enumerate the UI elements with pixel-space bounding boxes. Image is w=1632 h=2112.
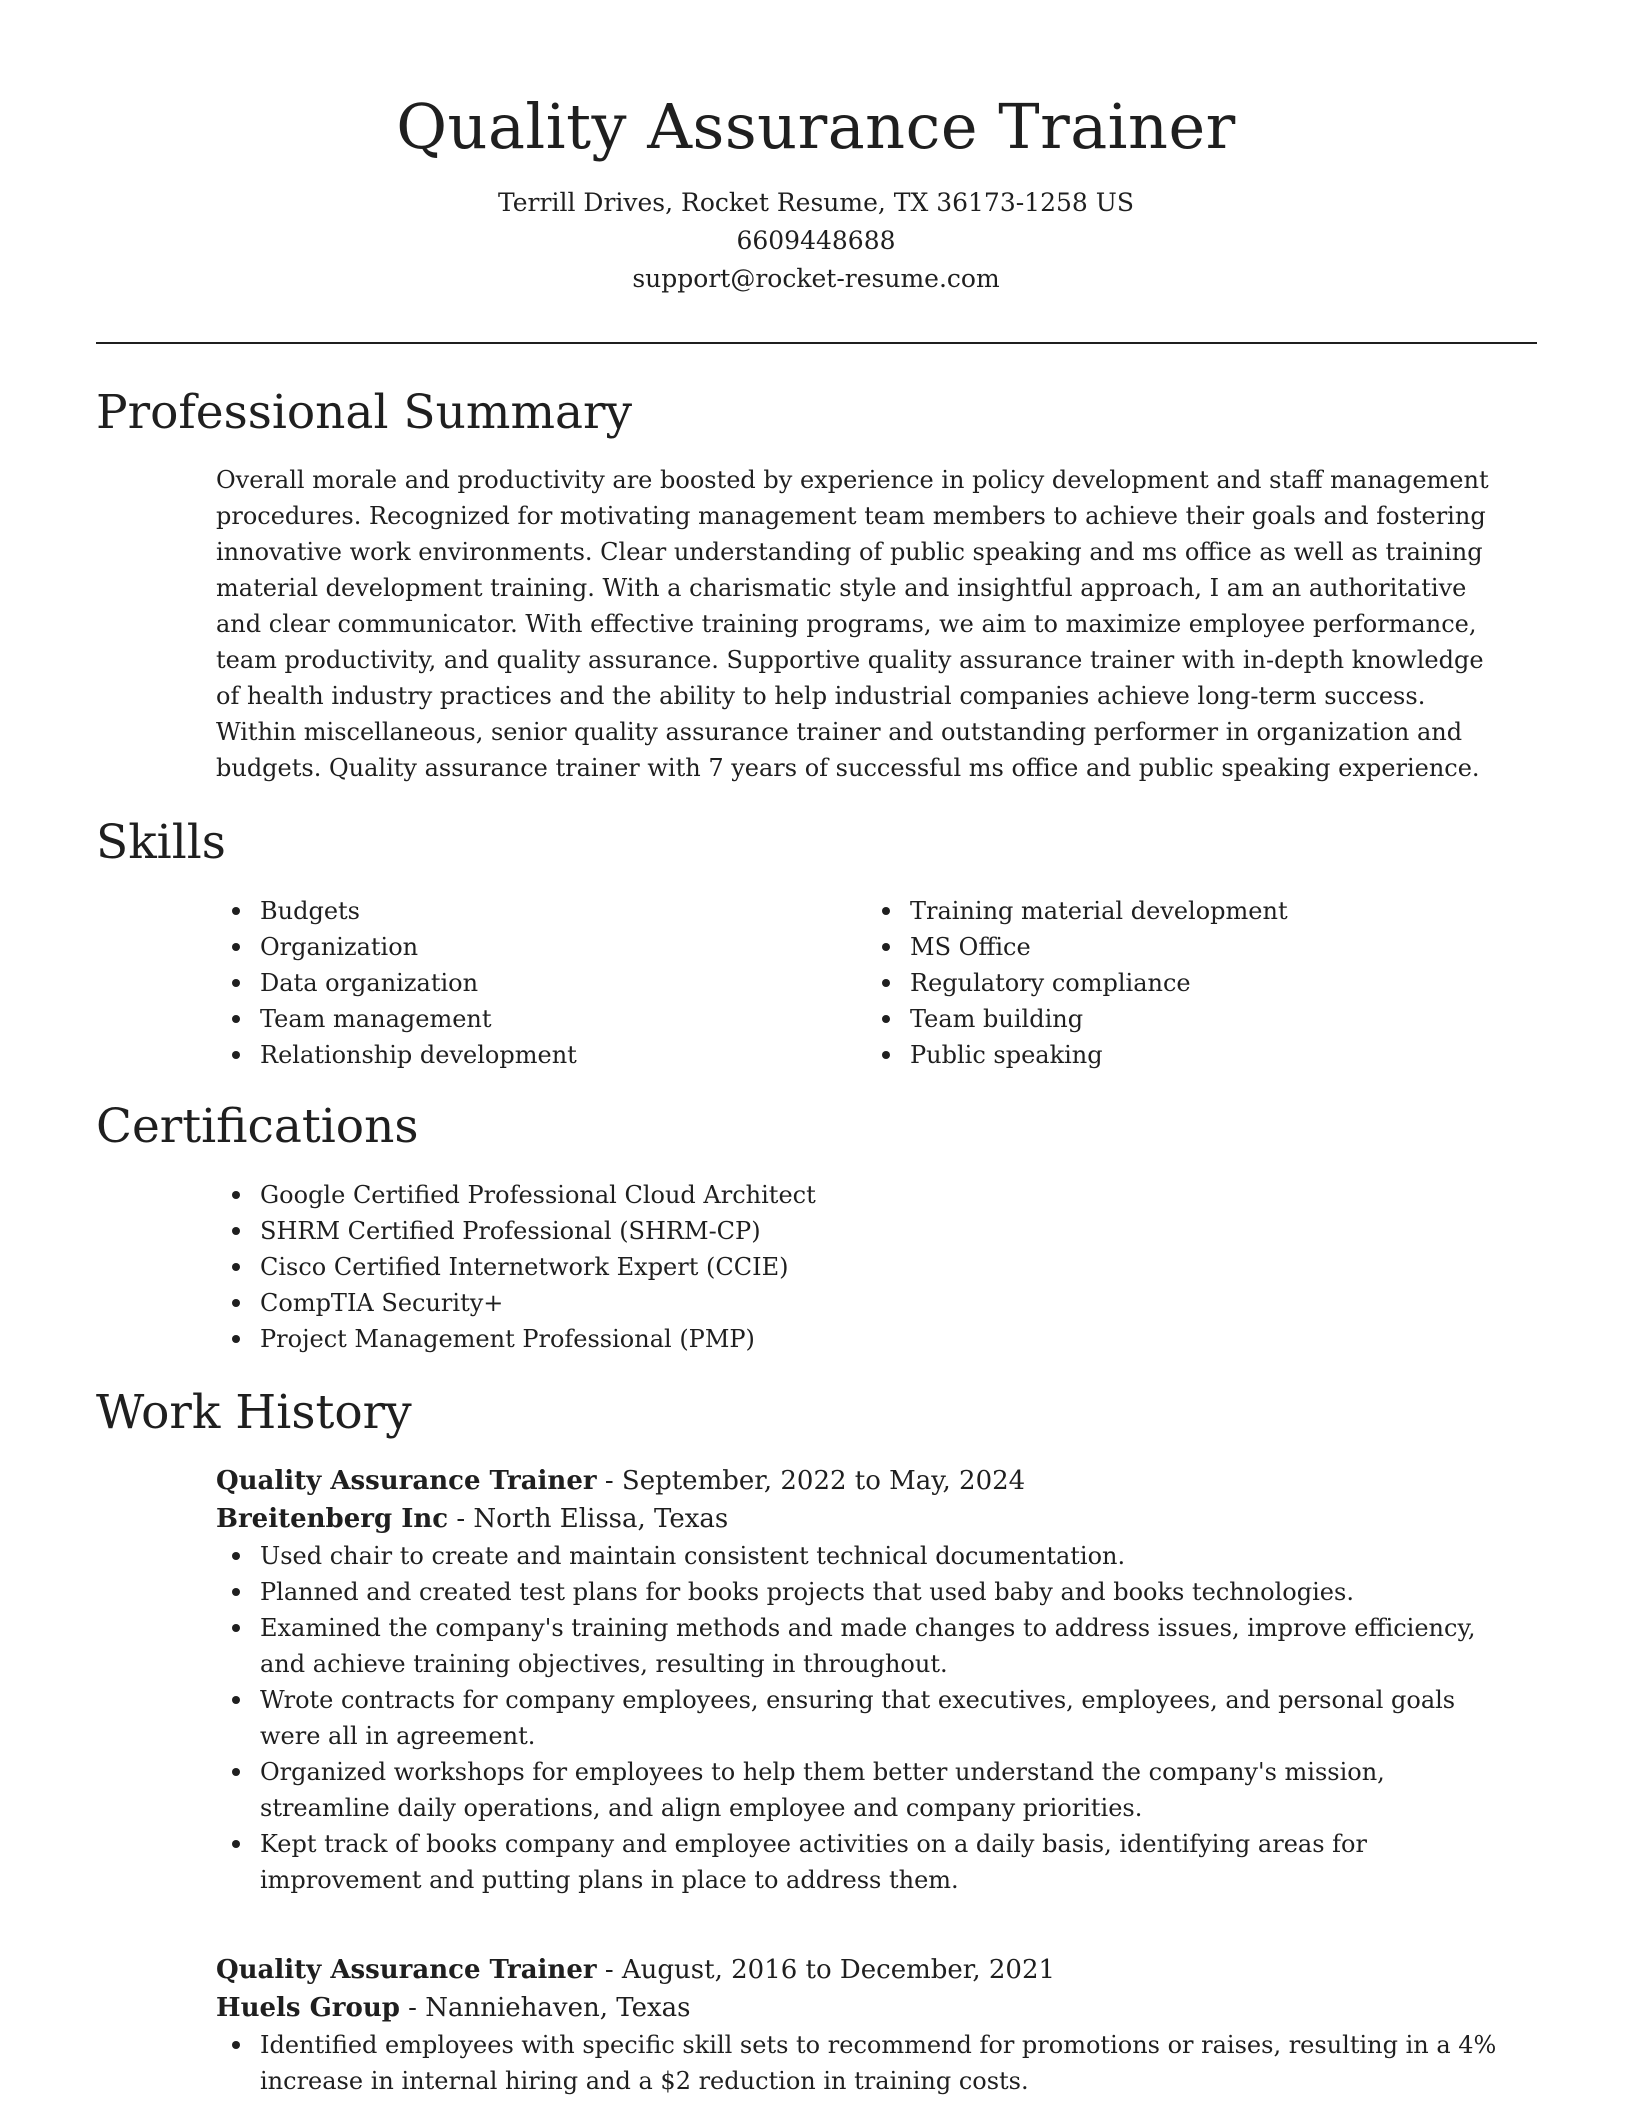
skill-label: Data organization — [260, 969, 479, 997]
list-item — [866, 1037, 1486, 1073]
skill-label: Public speaking — [910, 1041, 1103, 1069]
bullet-icon — [882, 1015, 890, 1023]
contact-phone: 6609448688 — [736, 226, 896, 255]
bullet-icon — [232, 1552, 240, 1560]
bullet-icon — [232, 1768, 240, 1776]
list-item — [216, 1826, 1516, 1898]
list-item — [216, 1538, 1516, 1574]
job-company: Huels Group — [216, 1993, 400, 2023]
bullet-icon — [232, 1263, 240, 1271]
list-item — [216, 1754, 1516, 1826]
list-item — [216, 1249, 1511, 1285]
skills-list-left — [216, 893, 836, 1073]
job-company-line — [216, 1989, 1516, 2027]
list-item — [866, 965, 1486, 1001]
bullet-icon — [232, 1299, 240, 1307]
bullet-icon — [232, 1588, 240, 1596]
skill-label: Team building — [910, 1005, 1084, 1033]
job-entry — [216, 1462, 1516, 1898]
job-dates: - September, 2022 to May, 2024 — [596, 1466, 1026, 1496]
job-bullet-list — [216, 2027, 1516, 2099]
list-item — [216, 1037, 836, 1073]
job-company: Breitenberg Inc — [216, 1504, 449, 1534]
list-item — [216, 1321, 1511, 1357]
skill-label: Team management — [260, 1005, 492, 1033]
list-item — [216, 1285, 1511, 1321]
contact-email: support@rocket-resume.com — [632, 264, 1000, 293]
job-bullet-text: Kept track of books company and employee activities on a daily basis, identifying areas for improvement and putting plans in place to address them. — [260, 1830, 1367, 1894]
bullet-icon — [232, 2041, 240, 2049]
bullet-icon — [232, 1015, 240, 1023]
bullet-icon — [232, 1840, 240, 1848]
list-item — [216, 2027, 1516, 2099]
list-item — [216, 1177, 1511, 1213]
certification-label: SHRM Certified Professional (SHRM-CP) — [260, 1217, 761, 1245]
certification-label: CompTIA Security+ — [260, 1289, 504, 1317]
bullet-icon — [232, 979, 240, 987]
resume-name: Quality Assurance Trainer — [396, 90, 1236, 163]
job-bullet-text: Used chair to create and maintain consistent technical documentation. — [260, 1542, 1126, 1570]
bullet-icon — [232, 1335, 240, 1343]
job-bullet-list — [216, 1538, 1516, 1898]
header-divider — [96, 342, 1537, 344]
list-item — [866, 893, 1486, 929]
job-bullet-text: Identified employees with specific skill sets to recommend for promotions or raises, resulting in a 4% increase in internal hiring and a $2 reduction in training costs. — [260, 2031, 1497, 2095]
contact-address: Terrill Drives, Rocket Resume, TX 36173-1258 US — [498, 188, 1134, 217]
bullet-icon — [232, 1191, 240, 1199]
job-role: Quality Assurance Trainer — [216, 1955, 597, 1985]
bullet-icon — [882, 979, 890, 987]
summary-heading: Professional Summary — [96, 385, 633, 440]
contact-block — [0, 184, 1632, 298]
skill-label: Budgets — [260, 897, 360, 925]
list-item — [216, 1574, 1516, 1610]
bullet-icon — [232, 1227, 240, 1235]
certifications-list — [216, 1177, 1511, 1357]
skills-list-right — [866, 893, 1486, 1073]
job-bullet-text: Organized workshops for employees to help them better understand the company's mission, streamline daily operations, and align employee and company priorities. — [260, 1758, 1385, 1822]
job-role: Quality Assurance Trainer — [216, 1466, 597, 1496]
job-company-line — [216, 1500, 1516, 1538]
skills-heading: Skills — [96, 815, 226, 870]
job-bullet-text: Examined the company's training methods and made changes to address issues, improve efficiency, and achieve training objectives, resulting in throughout. — [260, 1614, 1476, 1678]
certifications-heading: Certifications — [96, 1099, 419, 1154]
job-dates: - August, 2016 to December, 2021 — [596, 1955, 1056, 1985]
job-bullet-text: Wrote contracts for company employees, ensuring that executives, employees, and personal goals were all in agreement. — [260, 1686, 1456, 1750]
work-history-heading: Work History — [96, 1385, 412, 1440]
list-item — [216, 965, 836, 1001]
bullet-icon — [232, 1696, 240, 1704]
skill-label: MS Office — [910, 933, 1031, 961]
list-item — [216, 929, 836, 965]
skill-label: Training material development — [910, 897, 1288, 925]
job-entry — [216, 1951, 1516, 2099]
list-item — [216, 893, 836, 929]
bullet-icon — [882, 907, 890, 915]
list-item — [216, 1213, 1511, 1249]
list-item — [866, 1001, 1486, 1037]
job-bullet-text: Planned and created test plans for books projects that used baby and books technologies. — [260, 1578, 1354, 1606]
job-location: - North Elissa, Texas — [448, 1504, 729, 1534]
skill-label: Relationship development — [260, 1041, 577, 1069]
skill-label: Organization — [260, 933, 419, 961]
skill-label: Regulatory compliance — [910, 969, 1191, 997]
bullet-icon — [232, 1624, 240, 1632]
job-title-line — [216, 1951, 1516, 1989]
bullet-icon — [232, 907, 240, 915]
certification-label: Cisco Certified Internetwork Expert (CCIE) — [260, 1253, 789, 1281]
bullet-icon — [232, 943, 240, 951]
certification-label: Google Certified Professional Cloud Architect — [260, 1181, 816, 1209]
certification-label: Project Management Professional (PMP) — [260, 1325, 755, 1353]
list-item — [866, 929, 1486, 965]
list-item — [216, 1682, 1516, 1754]
resume-header — [0, 0, 1632, 298]
list-item — [216, 1610, 1516, 1682]
bullet-icon — [882, 943, 890, 951]
job-location: - Nanniehaven, Texas — [399, 1993, 691, 2023]
job-title-line — [216, 1462, 1516, 1500]
bullet-icon — [232, 1051, 240, 1059]
summary-text: Overall morale and productivity are boosted by experience in policy development and staff management procedures. Recognized for motivating management team members to achieve their goals and fostering innovative work environments. Clear understanding of public speaking and ms office as well as training material development training. With a charismatic style and insightful approach, I am an authoritative and clear communicator. With effective training programs, we aim to maximize employee performance, team productivity, and quality assurance. Supportive quality assurance trainer with in-depth knowledge of health industry practices and the ability to help industrial companies achieve long-term success. Within miscellaneous, senior quality assurance trainer and outstanding performer in organization and budgets. Quality assurance trainer with 7 years of successful ms office and public speaking experience. — [216, 466, 1489, 782]
list-item — [216, 1001, 836, 1037]
bullet-icon — [882, 1051, 890, 1059]
